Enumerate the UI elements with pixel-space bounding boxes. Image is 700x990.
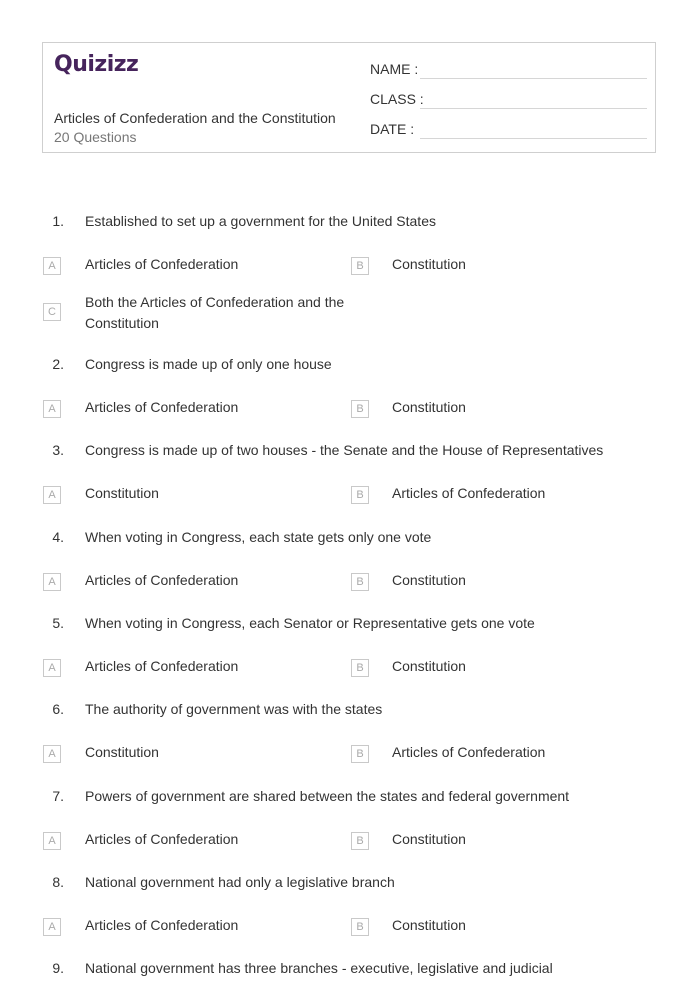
question-number: 8. xyxy=(52,874,64,890)
date-field[interactable] xyxy=(370,119,647,139)
option-text[interactable]: Constitution xyxy=(392,399,466,415)
name-field[interactable] xyxy=(370,59,647,79)
option-letter-box[interactable]: A xyxy=(43,745,61,763)
worksheet-header xyxy=(42,42,656,153)
question-number: 1. xyxy=(52,213,64,229)
date-line[interactable] xyxy=(420,138,647,139)
option-text[interactable]: Constitution xyxy=(392,658,466,674)
class-field[interactable] xyxy=(370,89,647,109)
option-letter-box[interactable]: C xyxy=(43,303,61,321)
question-text: Established to set up a government for the United States xyxy=(85,213,436,229)
option-letter-box[interactable]: B xyxy=(351,573,369,591)
question-text: Congress is made up of two houses - the Senate and the House of Representatives xyxy=(85,442,604,458)
question-text: Powers of government are shared between the states and federal government xyxy=(85,788,570,804)
question-count: 20 Questions xyxy=(54,129,137,145)
question-number: 3. xyxy=(52,442,64,458)
option-text[interactable]: Constitution xyxy=(392,831,466,847)
question-text: When voting in Congress, each Senator or Representative gets one vote xyxy=(85,615,535,631)
option-text[interactable]: Articles of Confederation xyxy=(392,485,546,501)
name-line[interactable] xyxy=(420,78,647,79)
option-text[interactable]: Articles of Confederation xyxy=(85,256,239,272)
date-label: DATE : xyxy=(370,121,415,137)
option-text[interactable]: Constitution xyxy=(392,256,466,272)
name-label: NAME : xyxy=(370,61,419,77)
question-number: 6. xyxy=(52,701,64,717)
option-letter-box[interactable]: B xyxy=(351,918,369,936)
question-text: When voting in Congress, each state gets only one vote xyxy=(85,529,432,545)
option-text[interactable]: Articles of Confederation xyxy=(85,658,239,674)
option-letter-box[interactable]: A xyxy=(43,486,61,504)
option-text[interactable]: Constitution xyxy=(85,485,159,501)
option-text[interactable]: Articles of Confederation xyxy=(85,831,239,847)
option-text[interactable]: Constitution xyxy=(392,572,466,588)
question-number: 9. xyxy=(52,960,64,976)
option-letter-box[interactable]: A xyxy=(43,400,61,418)
option-letter-box[interactable]: B xyxy=(351,832,369,850)
option-letter-box[interactable]: A xyxy=(43,832,61,850)
option-letter-box[interactable]: B xyxy=(351,486,369,504)
quizizz-logo: Quizizz xyxy=(54,52,139,77)
option-letter-box[interactable]: B xyxy=(351,257,369,275)
option-letter-box[interactable]: A xyxy=(43,573,61,591)
option-text[interactable]: Constitution xyxy=(392,917,466,933)
option-letter-box[interactable]: B xyxy=(351,745,369,763)
question-number: 2. xyxy=(52,356,64,372)
question-text: National government had only a legislative branch xyxy=(85,874,395,890)
worksheet-title: Articles of Confederation and the Constitution xyxy=(54,110,336,126)
option-text[interactable]: Constitution xyxy=(85,744,159,760)
option-text[interactable]: Articles of Confederation xyxy=(85,917,239,933)
class-line[interactable] xyxy=(420,108,647,109)
option-text[interactable]: Articles of Confederation xyxy=(85,572,239,588)
question-text: National government has three branches - executive, legislative and judicial xyxy=(85,960,553,976)
option-text[interactable]: Articles of Confederation xyxy=(85,399,239,415)
option-letter-box[interactable]: B xyxy=(351,400,369,418)
option-letter-box[interactable]: A xyxy=(43,659,61,677)
option-letter-box[interactable]: B xyxy=(351,659,369,677)
option-text[interactable]: Articles of Confederation xyxy=(392,744,546,760)
option-letter-box[interactable]: A xyxy=(43,257,61,275)
question-number: 7. xyxy=(52,788,64,804)
question-text: The authority of government was with the states xyxy=(85,701,383,717)
option-letter-box[interactable]: A xyxy=(43,918,61,936)
question-number: 4. xyxy=(52,529,64,545)
class-label: CLASS : xyxy=(370,91,424,107)
question-text: Congress is made up of only one house xyxy=(85,356,332,372)
question-number: 5. xyxy=(52,615,64,631)
option-text[interactable]: Both the Articles of Confederation and the Constitution xyxy=(85,294,345,331)
